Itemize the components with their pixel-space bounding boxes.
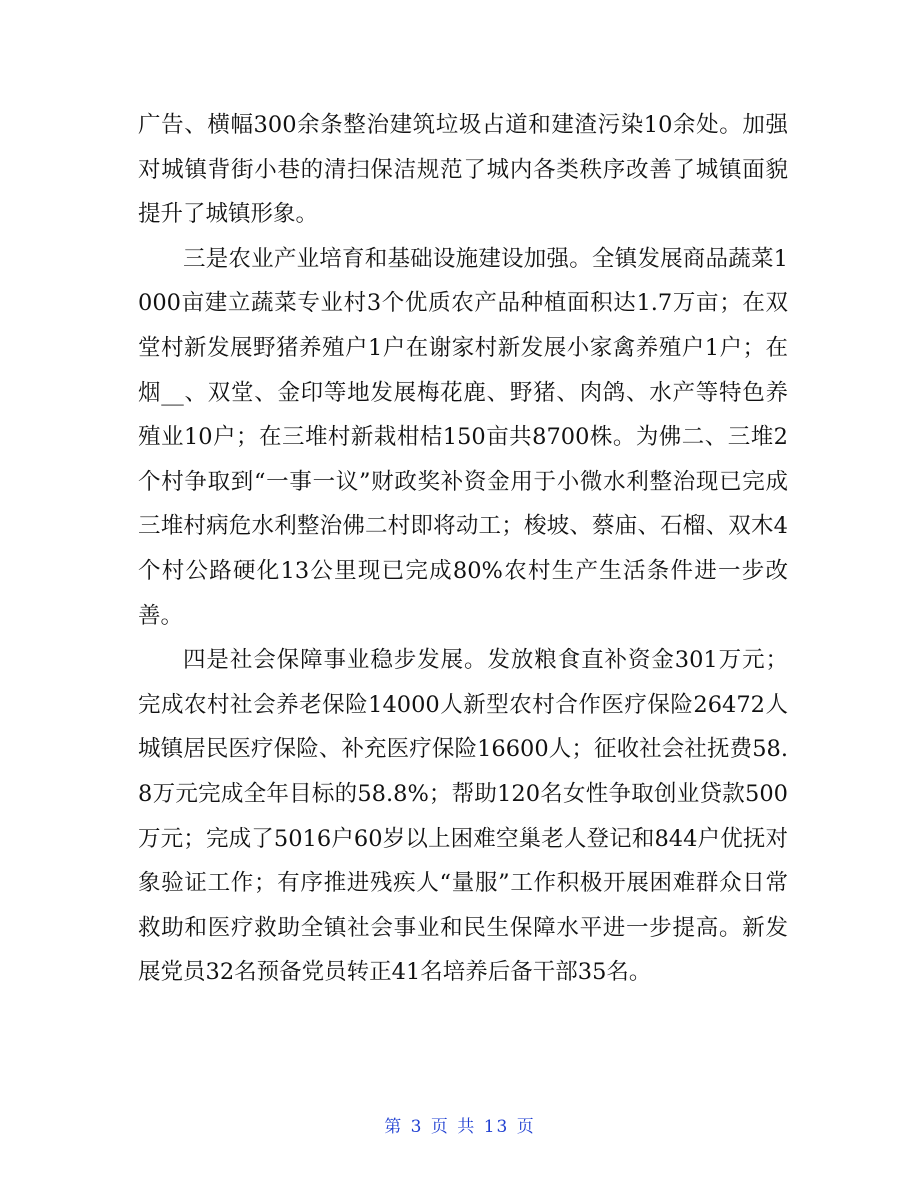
paragraph-2: 三是农业产业培育和基础设施建设加强。全镇发展商品蔬菜1000亩建立蔬菜专业村3个优质农产品种植面积达1.7万亩；在双堂村新发展野猪养殖户1户在谢家村新发展小家禽养殖户1户；在烟__、双堂、金印等地发展梅花鹿、野猪、肉鸽、水产等特色养殖业10户；在三堆村新栽柑桔150亩共8700株。为佛二、三堆2个村争取到“一事一议”财政奖补资金用于小微水利整治现已完成三堆村病危水利整治佛二村即将动工；梭坡、蔡庙、石榴、双木4个村公路硬化13公里现已完成80%农村生产生活条件进一步改善。 — [138, 245, 788, 629]
paragraph-3: 四是社会保障事业稳步发展。发放粮食直补资金301万元；完成农村社会养老保险14000人新型农村合作医疗保险26472人城镇居民医疗保险、补充医疗保险16600人；征收社会社抚费58.8万元完成全年目标的58.8%；帮助120名女性争取创业贷款500万元；完成了5016户60岁以上困难空巢老人登记和844户优抚对象验证工作；有序推进残疾人“量服”工作积极开展困难群众日常救助和医疗救助全镇社会事业和民生保障水平进一步提高。新发展党员32名预备党员转正41名培养后备干部35名。 — [138, 647, 788, 986]
document-body — [138, 103, 788, 995]
footer-middle: 页 共 — [430, 1117, 477, 1137]
footer-prefix: 第 — [384, 1117, 404, 1137]
footer-suffix: 页 — [516, 1117, 536, 1137]
paragraph-1: 广告、横幅300余条整治建筑垃圾占道和建渣污染10余处。加强对城镇背街小巷的清扫保洁规范了城内各类秩序改善了城镇面貌提升了城镇形象。 — [138, 112, 788, 228]
footer-current-page: 3 — [410, 1117, 424, 1137]
footer-total-pages: 13 — [483, 1117, 510, 1137]
page-footer — [0, 1112, 920, 1137]
